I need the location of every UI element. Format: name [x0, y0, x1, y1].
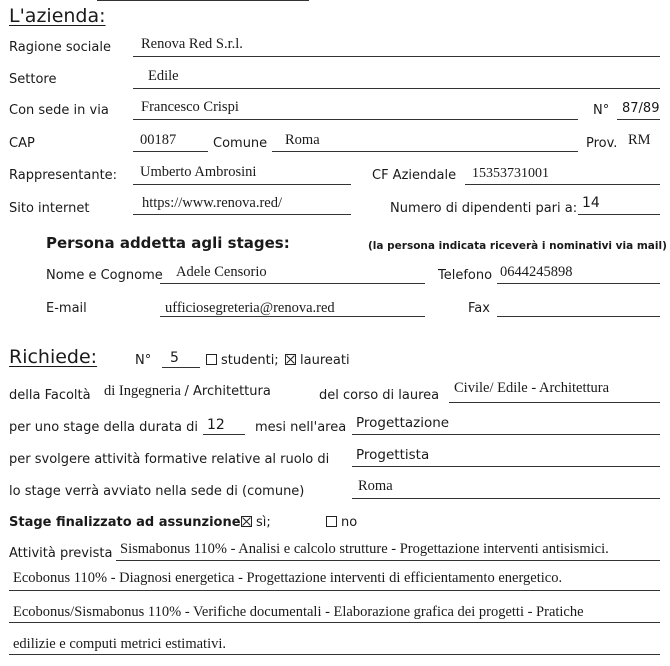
attivita-text-3[interactable]: Ecobonus/Sismabonus 110% - Verifiche documentali - Elaborazione grafica dei progetti - Pratiche	[13, 604, 584, 620]
cf-aziendale-field[interactable]: 15353731001	[472, 166, 549, 181]
assunzione-si-label: sì;	[256, 515, 271, 530]
richiede-numero-line	[162, 367, 200, 368]
sito-internet-field[interactable]: https://www.renova.red/	[142, 195, 283, 211]
ruolo-field[interactable]: Progettista	[356, 447, 430, 463]
fax-label: Fax	[468, 301, 490, 316]
dipendenti-line	[578, 214, 660, 215]
email-field[interactable]: ufficiosegreteria@renova.red	[165, 300, 335, 316]
sede-via-label: Con sede in via	[9, 103, 109, 118]
telefono-line	[497, 283, 660, 284]
cf-aziendale-label: CF Aziendale	[372, 168, 457, 183]
studenti-checkbox[interactable]	[206, 354, 217, 365]
facolta-value-a: di Ingegneria	[104, 383, 181, 399]
ragione-sociale-line	[133, 56, 660, 57]
durata-field[interactable]: 12	[207, 417, 225, 433]
comune-line	[272, 151, 578, 152]
comune-label: Comune	[213, 136, 268, 151]
assunzione-no-label: no	[341, 515, 358, 530]
fax-line	[497, 316, 660, 317]
ruolo-label: per svolgere attività formative relative al ruolo di	[9, 452, 330, 467]
cf-aziendale-line	[465, 184, 660, 185]
provincia-field[interactable]: RM	[628, 132, 651, 148]
facolta-line	[97, 0, 309, 1]
settore-line	[133, 88, 660, 89]
settore-label: Settore	[9, 72, 57, 87]
facolta-label: della Facoltà	[9, 388, 91, 403]
telefono-label: Telefono	[438, 268, 493, 283]
sede-via-line	[133, 119, 578, 120]
laureati-label: laureati	[300, 353, 350, 368]
provincia-label: Prov.	[586, 136, 618, 151]
studenti-option[interactable]	[206, 353, 279, 368]
section-heading-richiede: Richiede:	[9, 346, 98, 368]
richiede-numero-label: N°	[135, 353, 152, 368]
civico-field[interactable]: 87/89	[622, 101, 660, 116]
durata-line	[203, 434, 245, 435]
laureati-checkbox[interactable]	[285, 354, 296, 365]
attivita-text-2[interactable]: Ecobonus 110% - Diagnosi energetica - Progettazione interventi di efficientamento energetico.	[13, 570, 563, 586]
rappresentante-field[interactable]: Umberto Ambrosini	[140, 164, 257, 180]
section-heading-azienda: L'azienda:	[9, 5, 106, 27]
nome-cognome-line	[160, 283, 425, 284]
attivita-text-1[interactable]: Sismabonus 110% - Analisi e calcolo strutture - Progettazione interventi antisismici.	[120, 541, 609, 557]
area-line	[352, 434, 660, 435]
settore-field[interactable]: Edile	[148, 68, 179, 84]
ragione-sociale-label: Ragione sociale	[9, 40, 111, 55]
corso-field[interactable]: Civile/ Edile - Architettura	[454, 380, 610, 396]
ragione-sociale-field[interactable]: Renova Red S.r.l.	[141, 36, 243, 52]
civico-line	[617, 119, 660, 120]
assunzione-label: Stage finalizzato ad assunzione	[9, 515, 241, 530]
email-label: E-mail	[46, 301, 87, 316]
sede-stage-field[interactable]: Roma	[358, 478, 393, 494]
sito-internet-label: Sito internet	[9, 201, 90, 216]
assunzione-no-checkbox[interactable]	[326, 516, 337, 527]
nome-cognome-field[interactable]: Adele Censorio	[176, 264, 267, 280]
rappresentante-line	[133, 184, 351, 185]
dipendenti-field[interactable]: 14	[582, 195, 600, 211]
cap-field[interactable]: 00187	[140, 132, 177, 148]
comune-field[interactable]: Roma	[285, 132, 320, 148]
richiede-numero-field[interactable]: 5	[170, 350, 179, 366]
cap-line	[133, 151, 208, 152]
ruolo-line	[352, 466, 660, 467]
sede-stage-line	[352, 498, 660, 499]
civico-label: N°	[593, 103, 610, 118]
sede-stage-label: lo stage verrà avviato nella sede di (comune)	[9, 484, 305, 499]
attivita-line-2	[9, 590, 660, 591]
laureati-option[interactable]	[285, 353, 350, 368]
rappresentante-label: Rappresentante:	[9, 168, 118, 183]
corso-label: del corso di laurea	[319, 388, 440, 403]
assunzione-si-option[interactable]	[241, 515, 271, 530]
cap-label: CAP	[9, 136, 35, 151]
nome-cognome-label: Nome e Cognome	[46, 268, 163, 283]
persona-note: (la persona indicata riceverà i nominativi via mail)	[368, 240, 667, 252]
assunzione-no-option[interactable]	[326, 515, 357, 530]
assunzione-si-checkbox[interactable]	[241, 516, 252, 527]
telefono-field[interactable]: 0644245898	[500, 264, 573, 280]
studenti-label: studenti;	[221, 353, 279, 368]
attivita-line-3	[9, 622, 660, 623]
durata-label: per uno stage della durata di	[9, 420, 198, 435]
attivita-text-4[interactable]: edilizie e computi metrici estimativi.	[13, 636, 227, 652]
sede-via-field[interactable]: Francesco Crispi	[141, 99, 239, 115]
corso-line	[449, 402, 660, 403]
section-heading-persona: Persona addetta agli stages:	[46, 234, 290, 252]
sito-internet-line	[133, 214, 351, 215]
attivita-label: Attività prevista	[9, 546, 113, 561]
attivita-line-4	[9, 654, 660, 655]
area-field[interactable]: Progettazione	[356, 415, 450, 431]
dipendenti-label: Numero di dipendenti pari a:	[390, 201, 578, 216]
attivita-line-1	[116, 560, 660, 561]
area-label: mesi nell'area	[255, 420, 347, 435]
facolta-field[interactable]	[104, 383, 271, 400]
facolta-value-b: / Architettura	[184, 384, 271, 399]
